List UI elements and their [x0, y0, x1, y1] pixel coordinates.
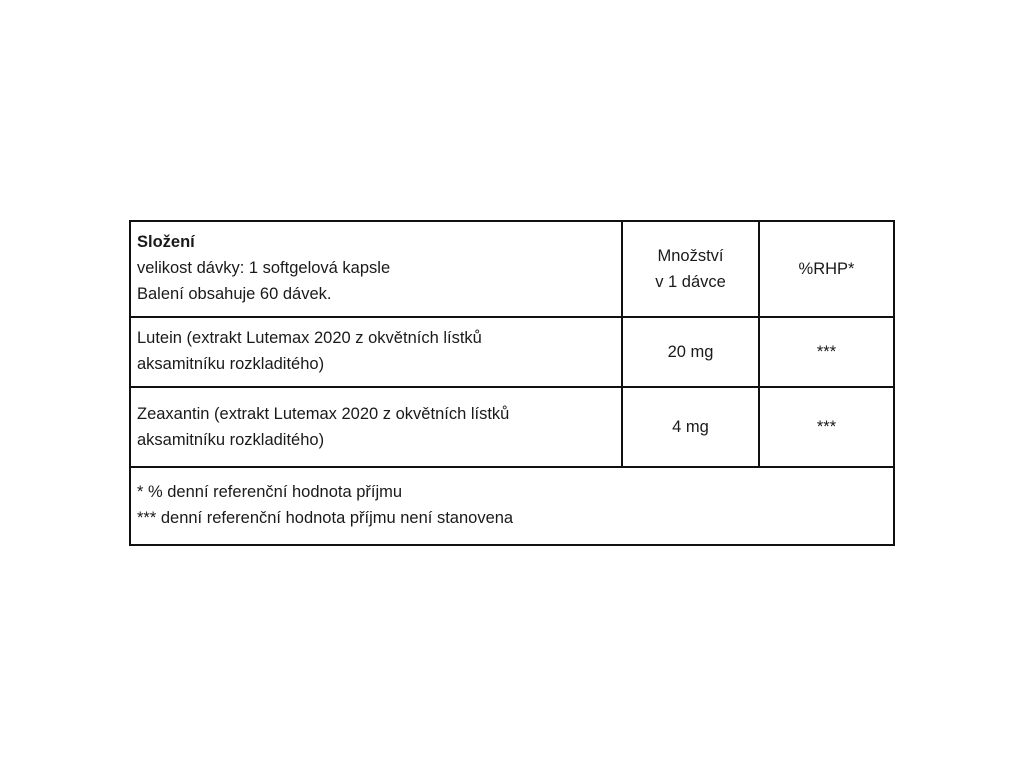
- ingredient-name-line2: aksamitníku rozkladitého): [137, 431, 325, 449]
- amount-header-line1: Množství: [657, 247, 724, 265]
- ingredient-rhp: ***: [816, 418, 837, 436]
- header-composition-cell: [129, 220, 623, 318]
- row-lutein-rhp-cell: [758, 316, 895, 388]
- row-zeaxantin-amount-cell: [621, 386, 760, 468]
- package-contents-text: Balení obsahuje 60 dávek.: [137, 285, 332, 303]
- row-zeaxantin-rhp-cell: [758, 386, 895, 468]
- ingredient-amount: 4 mg: [672, 418, 709, 436]
- footnotes-cell: [129, 466, 895, 546]
- row-lutein-amount-cell: [621, 316, 760, 388]
- footnote-not-established: *** denní referenční hodnota příjmu není stanovena: [137, 509, 514, 527]
- ingredient-name-line1: Lutein (extrakt Lutemax 2020 z okvětních lístků: [137, 329, 482, 347]
- ingredient-amount: 20 mg: [667, 343, 714, 361]
- header-amount-cell: [621, 220, 760, 318]
- composition-title: Složení: [137, 233, 195, 251]
- footnote-rhp: * % denní referenční hodnota příjmu: [137, 483, 403, 501]
- serving-size-text: velikost dávky: 1 softgelová kapsle: [137, 259, 391, 277]
- ingredient-name-line2: aksamitníku rozkladitého): [137, 355, 325, 373]
- row-zeaxantin-name-cell: [129, 386, 623, 468]
- rhp-header: %RHP*: [798, 260, 855, 278]
- ingredient-rhp: ***: [816, 343, 837, 361]
- ingredient-name-line1: Zeaxantin (extrakt Lutemax 2020 z okvětních lístků: [137, 405, 510, 423]
- composition-table: [129, 220, 895, 546]
- amount-header-line2: v 1 dávce: [655, 273, 726, 291]
- row-lutein-name-cell: [129, 316, 623, 388]
- header-rhp-cell: [758, 220, 895, 318]
